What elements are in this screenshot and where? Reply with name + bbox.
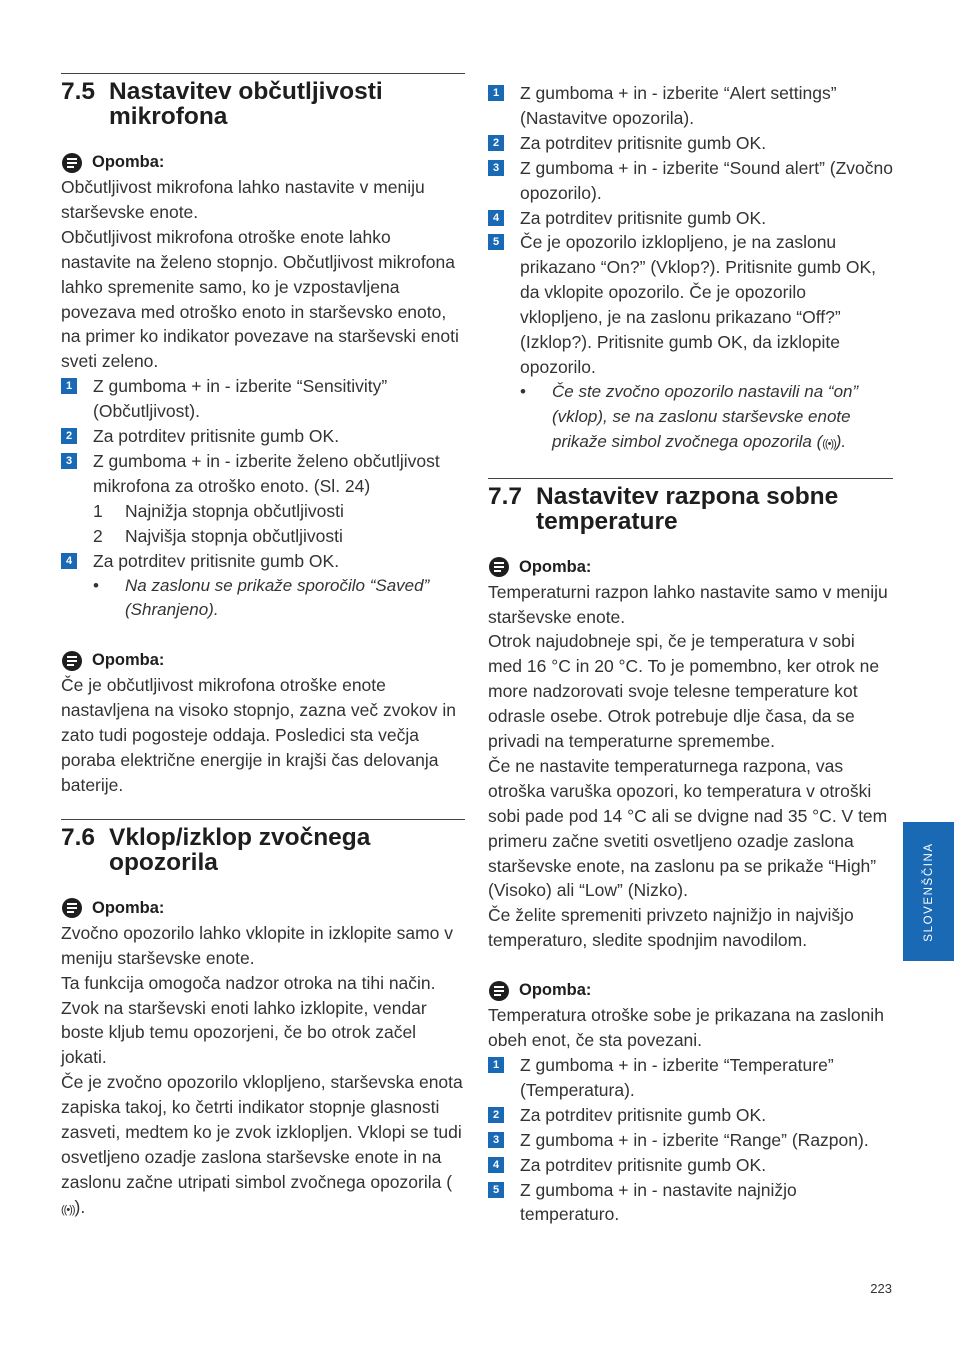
step-number-badge: 2 — [488, 135, 504, 151]
note-heading: Opomba: — [488, 978, 893, 1003]
bullet-item: • Če ste zvočno opozorilo nastavili na “on” (vklop), se na zaslonu starševske enote prikaže simbol zvočnega opozorila (((•))). — [488, 380, 893, 457]
paragraph: Otrok najudobneje spi, če je temperatura v sobi med 16 °C in 20 °C. To je pomembno, ker otrok ne more nadzorovati svoje telesne temperature kot odrasle osebe. Otrok potrebuje dlje časa, da se privadi na temperaturne spremembe. — [488, 631, 880, 752]
steps-list — [488, 81, 893, 380]
note-icon — [488, 980, 510, 1002]
level-item: 2 Najvišja stopnja občutljivosti — [93, 525, 343, 546]
left-column — [61, 73, 465, 1223]
step-item: 4 Za potrditev pritisnite gumb OK. — [488, 206, 893, 231]
step-item: 1 Z gumboma + in - izberite “Alert settings” (Nastavitve opozorila). — [488, 81, 893, 131]
paragraph: Ta funkcija omogoča nadzor otroka na tihi način. Zvok na starševski enoti lahko izklopite, vendar boste kljub temu opozorjeni, če bo otrok začel jokati. — [61, 972, 436, 1068]
level-item: 1 Najnižja stopnja občutljivosti — [93, 500, 344, 521]
step-number-badge: 5 — [488, 234, 504, 250]
step-number-badge: 3 — [61, 453, 77, 469]
step-item: 3 Z gumboma + in - izberite “Range” (Razpon). — [488, 1128, 893, 1153]
step-item: 3 Z gumboma + in - izberite “Sound alert” (Zvočno opozorilo). — [488, 156, 893, 206]
page-number: 223 — [870, 1281, 892, 1296]
step-number-badge: 4 — [488, 210, 504, 226]
note-heading: Opomba: — [488, 555, 893, 580]
paragraph: Če je zvočno opozorilo vklopljeno, starševska enota zapiska takoj, ko četrti indikator stopnje glasnosti zasveti, medtem ko je zvok izklopljen. Vklopi se tudi osvetljeno ozadje zaslona starševske enote in na zaslonu začne utripati simbol zvočnega opozorila (((•))). — [61, 1070, 465, 1222]
right-column — [488, 73, 893, 1227]
step-item: 1 Z gumboma + in - izberite “Temperature” (Temperatura). — [488, 1053, 893, 1103]
sound-alert-icon: ((•)) — [61, 1203, 75, 1216]
note-heading: Opomba: — [61, 150, 465, 175]
step-number-badge: 3 — [488, 160, 504, 176]
note-heading: Opomba: — [61, 896, 465, 921]
step-item: 2 Za potrditev pritisnite gumb OK. — [61, 424, 465, 449]
step-item: 1 Z gumboma + in - izberite “Sensitivity” (Občutljivost). — [61, 374, 465, 424]
sound-alert-icon: ((•)) — [822, 437, 836, 450]
note-text: Občutljivost mikrofona lahko nastavite v meniju starševske enote. — [61, 177, 425, 222]
step-number-badge: 2 — [488, 1107, 504, 1123]
step-number-badge: 2 — [61, 428, 77, 444]
note-icon — [61, 152, 83, 174]
note-heading: Opomba: — [61, 648, 465, 673]
note-text: Zvočno opozorilo lahko vklopite in izklopite samo v meniju starševske enote. — [61, 922, 453, 968]
note-icon — [61, 650, 83, 672]
step-item: 2 Za potrditev pritisnite gumb OK. — [488, 1103, 893, 1128]
bullet-item: • Na zaslonu se prikaže sporočilo “Saved” (Shranjeno). — [93, 575, 430, 620]
step-number-badge: 4 — [61, 553, 77, 569]
note-icon — [61, 897, 83, 919]
note-text: Temperaturni razpon lahko nastavite samo v meniju starševske enote. — [488, 581, 888, 627]
paragraph: Občutljivost mikrofona otroške enote lahko nastavite na želeno stopnjo. Občutljivost mikrofona lahko spremenite samo, ko je vzpostavljena povezava med otroško enoto in starševsko enoto, na primer ko indikator povezave na starševski enoti sveti zeleno. — [61, 226, 459, 372]
step-number-badge: 1 — [488, 1057, 504, 1073]
step-number-badge: 4 — [488, 1157, 504, 1173]
step-item: 5 Če je opozorilo izklopljeno, je na zaslonu prikazano “On?” (Vklop?). Pritisnite gumb OK, da vklopite opozorilo. Če je opozorilo vklopljeno, je na zaslonu prikazano “Off?” (Izklop?). Pritisnite gumb OK, da izklopite opozorilo. — [488, 230, 893, 379]
steps-list — [61, 374, 465, 499]
step-number-badge: 1 — [61, 378, 77, 394]
step-item: 2 Za potrditev pritisnite gumb OK. — [488, 131, 893, 156]
language-tab: SLOVENŠČINA — [903, 822, 954, 961]
note-text: Če je občutljivost mikrofona otroške enote nastavljena na visoko stopnjo, zazna več zvokov in zato tudi pogosteje oddaja. Posledici sta večja poraba električne energije in krajši čas delovanja baterije. — [61, 675, 456, 795]
section-heading-7-7: 7.7 Nastavitev razpona sobne temperature — [488, 478, 893, 534]
step-item: 4 Za potrditev pritisnite gumb OK. — [488, 1153, 893, 1178]
section-heading-7-5: 7.5 Nastavitev občutljivosti mikrofona — [61, 73, 465, 129]
paragraph: Če želite spremeniti privzeto najnižjo in najvišjo temperaturo, sledite spodnjim navodilom. — [488, 905, 854, 951]
note-text: Temperatura otroške sobe je prikazana na zaslonih obeh enot, če sta povezani. — [488, 1005, 884, 1051]
step-item: 4 Za potrditev pritisnite gumb OK. — [61, 549, 465, 574]
paragraph: Če ne nastavite temperaturnega razpona, vas otroška varuška opozori, ko temperatura v otroški sobi pade pod 14 °C ali se dvigne nad 35 °C. V tem primeru začne svetiti osvetljeno ozadje zaslona starševske enote, na zaslonu pa se prikaže “High” (Visoko) ali “Low” (Nizko). — [488, 755, 888, 901]
step-item: 5 Z gumboma + in - nastavite najnižjo temperaturo. — [488, 1178, 893, 1228]
step-number-badge: 5 — [488, 1182, 504, 1198]
steps-list — [488, 1053, 893, 1227]
section-heading-7-6: 7.6 Vklop/izklop zvočnega opozorila — [61, 819, 465, 875]
note-icon — [488, 556, 510, 578]
step-item: 3 Z gumboma + in - izberite želeno občutljivost mikrofona za otroško enoto. (Sl. 24) — [61, 449, 465, 499]
step-number-badge: 3 — [488, 1132, 504, 1148]
step-number-badge: 1 — [488, 85, 504, 101]
